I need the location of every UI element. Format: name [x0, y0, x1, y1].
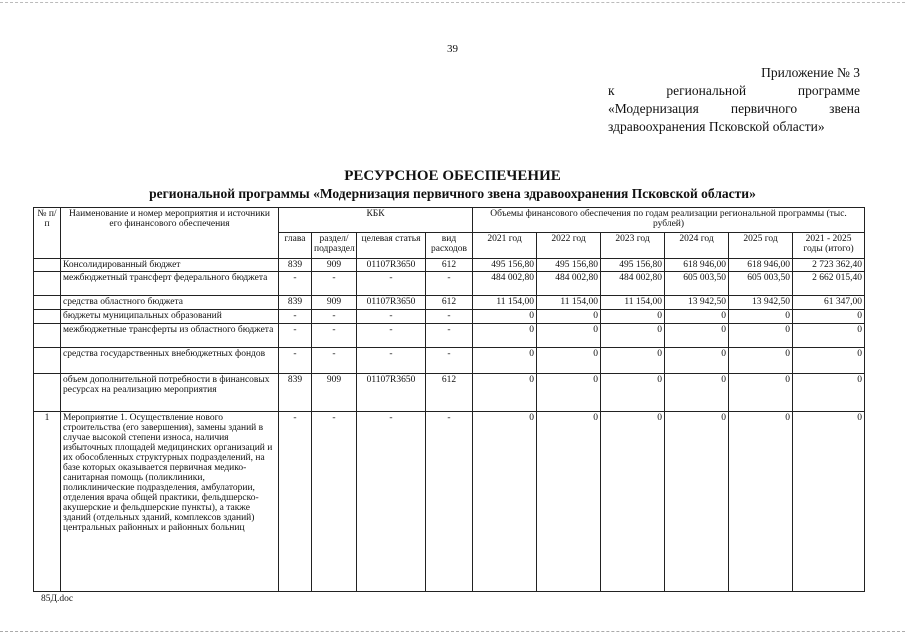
- document-subtitle: региональной программы «Модернизация первичного звена здравоохранения Псковской области»: [149, 186, 756, 201]
- header-year-col: 2021 год: [473, 233, 537, 259]
- row-kbk: 01107R3650: [357, 374, 426, 412]
- row-kbk: -: [357, 324, 426, 348]
- row-value: 605 003,50: [665, 272, 729, 296]
- row-value: 13 942,50: [729, 296, 793, 310]
- header-year-col: 2025 год: [729, 233, 793, 259]
- table-row: [34, 348, 865, 374]
- row-kbk: 839: [279, 374, 312, 412]
- row-value: 0: [537, 348, 601, 374]
- row-kbk: -: [312, 348, 357, 374]
- row-name: межбюджетные трансферты из областного бюджета: [61, 324, 279, 348]
- row-kbk: -: [357, 412, 426, 592]
- row-value: 2 723 362,40: [793, 259, 865, 272]
- row-num: [34, 374, 61, 412]
- row-num: 1: [34, 412, 61, 592]
- row-name: средства государственных внебюджетных фондов: [61, 348, 279, 374]
- table-row: [34, 259, 865, 272]
- row-kbk: 909: [312, 259, 357, 272]
- row-kbk: -: [426, 272, 473, 296]
- row-value: 0: [665, 324, 729, 348]
- row-value: 2 662 015,40: [793, 272, 865, 296]
- scan-edge-top: [0, 2, 905, 3]
- row-value: 618 946,00: [729, 259, 793, 272]
- row-value: 495 156,80: [601, 259, 665, 272]
- row-kbk: -: [426, 310, 473, 324]
- row-num: [34, 259, 61, 272]
- row-kbk: -: [357, 348, 426, 374]
- table-row: [34, 412, 865, 592]
- row-value: 0: [601, 412, 665, 592]
- row-value: 0: [793, 374, 865, 412]
- header-name: Наименование и номер мероприятия и источники его финансового обеспечения: [61, 208, 279, 259]
- row-value: 11 154,00: [537, 296, 601, 310]
- row-kbk: -: [312, 272, 357, 296]
- row-value: 11 154,00: [473, 296, 537, 310]
- table-row: [34, 296, 865, 310]
- row-kbk: 01107R3650: [357, 296, 426, 310]
- row-name: межбюджетный трансферт федерального бюджета: [61, 272, 279, 296]
- appendix-line-2: к региональной программе: [608, 83, 860, 98]
- resource-table: [33, 207, 865, 592]
- row-value: 0: [665, 348, 729, 374]
- header-num: № п/п: [34, 208, 61, 259]
- row-value: 484 002,80: [473, 272, 537, 296]
- header-year-col: 2022 год: [537, 233, 601, 259]
- row-value: 0: [473, 310, 537, 324]
- header-year-col: 2024 год: [665, 233, 729, 259]
- row-name: Консолидированный бюджет: [61, 259, 279, 272]
- row-kbk: -: [426, 348, 473, 374]
- row-num: [34, 348, 61, 374]
- appendix-header: [608, 64, 860, 136]
- row-value: 0: [665, 374, 729, 412]
- table-row: [34, 324, 865, 348]
- row-num: [34, 272, 61, 296]
- row-kbk: -: [357, 310, 426, 324]
- row-name: бюджеты муниципальных образований: [61, 310, 279, 324]
- row-kbk: 909: [312, 296, 357, 310]
- row-value: 0: [473, 374, 537, 412]
- table-row: [34, 310, 865, 324]
- row-value: 11 154,00: [601, 296, 665, 310]
- page-number: 39: [447, 43, 458, 55]
- row-value: 605 003,50: [729, 272, 793, 296]
- row-value: 0: [793, 412, 865, 592]
- row-kbk: 839: [279, 259, 312, 272]
- appendix-line-3: «Модернизация первичного звена: [608, 101, 860, 116]
- table-row: [34, 272, 865, 296]
- row-value: 0: [729, 412, 793, 592]
- row-kbk: 612: [426, 296, 473, 310]
- header-year-col: 2021 - 2025 годы (итого): [793, 233, 865, 259]
- row-value: 484 002,80: [537, 272, 601, 296]
- appendix-line-4: здравоохранения Псковской области»: [608, 119, 825, 134]
- row-kbk: -: [279, 272, 312, 296]
- row-kbk: -: [279, 348, 312, 374]
- row-value: 0: [729, 310, 793, 324]
- row-value: 0: [537, 412, 601, 592]
- document-title: РЕСУРСНОЕ ОБЕСПЕЧЕНИЕ: [344, 168, 561, 184]
- row-value: 0: [729, 374, 793, 412]
- row-name: объем дополнительной потребности в финансовых ресурсах на реализацию мероприятия: [61, 374, 279, 412]
- row-kbk: -: [426, 412, 473, 592]
- row-kbk: 909: [312, 374, 357, 412]
- header-kbk-col: вид расходов: [426, 233, 473, 259]
- header-year-col: 2023 год: [601, 233, 665, 259]
- appendix-line-1: Приложение № 3: [761, 65, 860, 80]
- row-value: 0: [537, 324, 601, 348]
- header-kbk-col: глава: [279, 233, 312, 259]
- row-num: [34, 296, 61, 310]
- row-kbk: -: [279, 412, 312, 592]
- row-value: 61 347,00: [793, 296, 865, 310]
- row-name: средства областного бюджета: [61, 296, 279, 310]
- row-value: 0: [793, 348, 865, 374]
- scan-edge-bottom: [0, 631, 905, 632]
- row-value: 0: [665, 310, 729, 324]
- row-value: 0: [473, 412, 537, 592]
- row-kbk: -: [312, 324, 357, 348]
- row-value: 0: [601, 324, 665, 348]
- row-value: 0: [473, 324, 537, 348]
- row-value: 495 156,80: [473, 259, 537, 272]
- row-kbk: -: [312, 310, 357, 324]
- row-num: [34, 310, 61, 324]
- row-value: 13 942,50: [665, 296, 729, 310]
- row-kbk: -: [312, 412, 357, 592]
- header-volumes: Объемы финансового обеспечения по годам реализации региональной программы (тыс. рублей): [473, 208, 865, 233]
- row-value: 0: [793, 310, 865, 324]
- row-name: Мероприятие 1. Осуществление нового строительства (его завершения), замены зданий в случае высокой степени износа, наличия избыточных площадей медицинских организаций и их обособленных структурных подразделений, на базе которых оказывается первичная медико-санитарная помощь (поликлиники, поликлинические подразделения, амбулатории, отделения врача общей практики, фельдшерско-акушерские и фельдшерские пункты), а также зданий (отдельных зданий, комплексов зданий) центральных районных и районных больниц: [61, 412, 279, 592]
- row-num: [34, 324, 61, 348]
- header-kbk-col: раздел/ подраздел: [312, 233, 357, 259]
- row-value: 0: [537, 374, 601, 412]
- row-kbk: -: [426, 324, 473, 348]
- row-value: 0: [473, 348, 537, 374]
- row-kbk: 612: [426, 259, 473, 272]
- row-kbk: 01107R3650: [357, 259, 426, 272]
- row-value: 0: [601, 348, 665, 374]
- file-name-footer: 85Д.doc: [41, 594, 74, 604]
- row-value: 484 002,80: [601, 272, 665, 296]
- row-value: 0: [729, 324, 793, 348]
- row-kbk: 612: [426, 374, 473, 412]
- row-kbk: 839: [279, 296, 312, 310]
- row-value: 0: [793, 324, 865, 348]
- table-row: [34, 374, 865, 412]
- row-value: 0: [601, 310, 665, 324]
- header-kbk-col: целевая статья: [357, 233, 426, 259]
- row-kbk: -: [279, 324, 312, 348]
- row-value: 0: [729, 348, 793, 374]
- row-kbk: -: [357, 272, 426, 296]
- header-kbk: КБК: [279, 208, 473, 233]
- row-value: 0: [665, 412, 729, 592]
- row-kbk: -: [279, 310, 312, 324]
- row-value: 618 946,00: [665, 259, 729, 272]
- row-value: 0: [537, 310, 601, 324]
- row-value: 495 156,80: [537, 259, 601, 272]
- row-value: 0: [601, 374, 665, 412]
